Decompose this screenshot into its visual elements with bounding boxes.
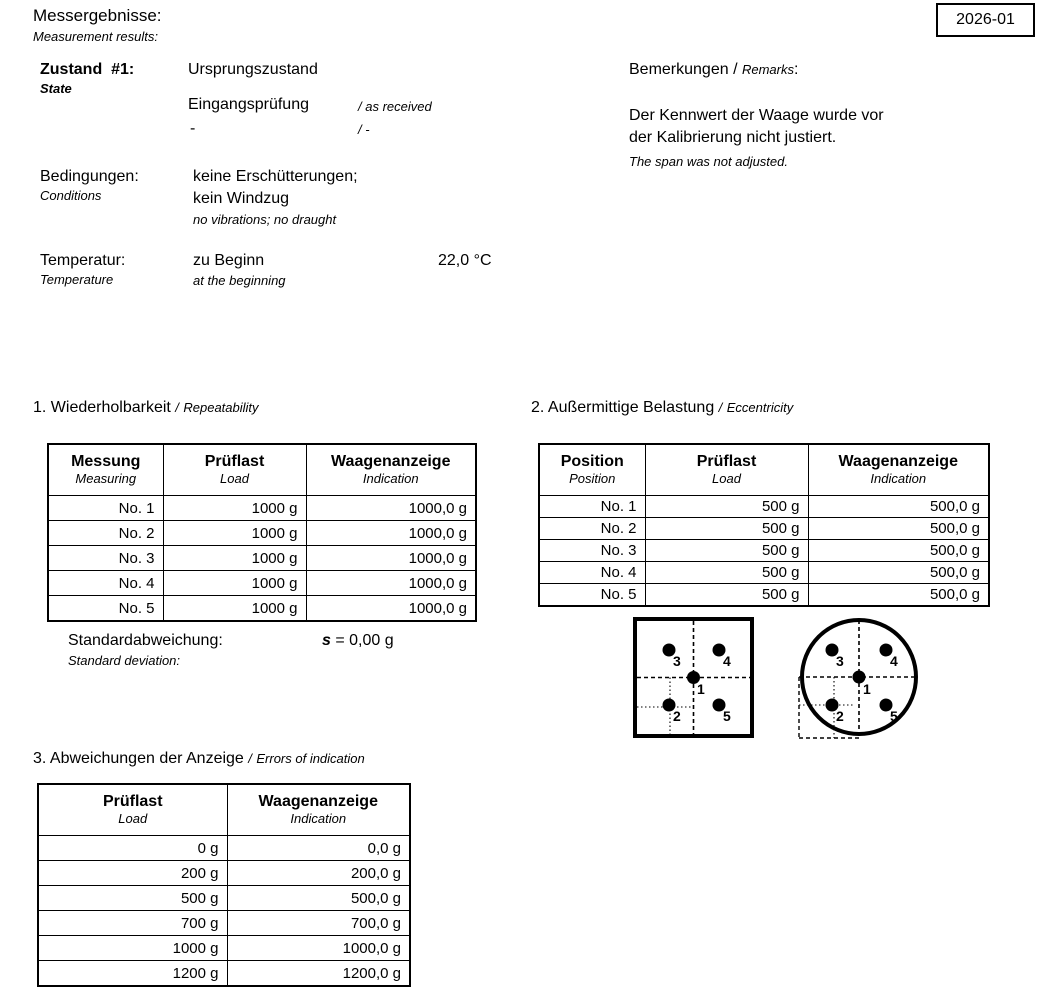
table-row (539, 562, 989, 584)
state-value-line3-de: - (190, 120, 196, 137)
table-header-row (38, 784, 410, 836)
column-header-waagenanzeige: Waagenanzeige Indication (808, 444, 989, 496)
table-cell: 0,0 g (227, 836, 410, 861)
table-cell: 500 g (645, 562, 808, 584)
remarks-label-de: Bemerkungen / (629, 61, 742, 78)
conditions-label-de: Bedingungen: (40, 168, 139, 185)
column-header-waagenanzeige: Waagenanzeige Indication (306, 444, 476, 496)
table-cell: 200 g (38, 861, 227, 886)
table-cell: 700,0 g (227, 911, 410, 936)
state-value-line2-en: / as received (358, 99, 432, 114)
state-value-line1: Ursprungszustand (188, 61, 318, 78)
report-number: 2026-01 (956, 11, 1015, 28)
table-cell: No. 5 (48, 596, 163, 622)
position-label-3: 3 (673, 653, 681, 669)
table-row (38, 961, 410, 987)
temperature-value: 22,0 °C (438, 252, 492, 269)
section3-separator: / (248, 751, 252, 766)
conditions-value-line1: keine Erschütterungen; (193, 168, 358, 185)
section1-title-en: Repeatability (183, 400, 259, 415)
remarks-line-en: The span was not adjusted. (629, 154, 788, 169)
temperature-label-en: Temperature (40, 272, 114, 287)
temperature-when-de: zu Beginn (193, 252, 265, 269)
table-row (539, 540, 989, 562)
table-row (48, 596, 476, 622)
state-label-en: State (40, 81, 72, 96)
table-cell: No. 5 (539, 584, 645, 607)
page-title-en: Measurement results: (33, 29, 158, 44)
table-cell: 500 g (645, 518, 808, 540)
position-label-4: 4 (890, 653, 898, 669)
table-cell: 1000 g (163, 546, 306, 571)
table-row (38, 936, 410, 961)
state-value-line3-en: / - (358, 122, 370, 137)
std-deviation-value (322, 631, 394, 650)
std-deviation-label-en: Standard deviation: (68, 653, 181, 668)
column-header-position: Position Position (539, 444, 645, 496)
table-cell: No. 3 (48, 546, 163, 571)
table-row (38, 911, 410, 936)
eccentricity-square-diagram (633, 617, 754, 738)
section2-separator: / (718, 400, 723, 415)
repeatability-table (47, 443, 477, 622)
table-row (48, 546, 476, 571)
table-row (48, 521, 476, 546)
column-header-messung: Messung Measuring (48, 444, 163, 496)
remarks-line2: der Kalibrierung nicht justiert. (629, 129, 837, 146)
section3-heading (33, 750, 365, 768)
table-cell: 700 g (38, 911, 227, 936)
section1-heading (33, 399, 259, 417)
table-header-row (48, 444, 476, 496)
table-cell: No. 3 (539, 540, 645, 562)
table-row (539, 584, 989, 607)
column-header-prueflast: Prüflast Load (163, 444, 306, 496)
table-cell: 1000 g (163, 571, 306, 596)
std-symbol: s (322, 632, 331, 649)
report-number-box (936, 3, 1035, 37)
table-cell: 1000 g (163, 496, 306, 521)
table-cell: 500 g (645, 584, 808, 607)
table-cell: 500,0 g (808, 562, 989, 584)
page-title-de: Messergebnisse: (33, 6, 162, 25)
table-cell: 500 g (645, 540, 808, 562)
table-row (48, 496, 476, 521)
table-cell: 1000,0 g (306, 596, 476, 622)
remarks-label-en: Remarks (741, 62, 794, 77)
table-row (38, 836, 410, 861)
table-cell: 1000,0 g (306, 521, 476, 546)
position-label-3: 3 (836, 653, 844, 669)
table-cell: 1000 g (163, 521, 306, 546)
table-row (38, 886, 410, 911)
std-deviation-label-de: Standardabweichung: (68, 632, 223, 649)
table-cell: 500,0 g (227, 886, 410, 911)
table-cell: 1000 g (163, 596, 306, 622)
table-cell: 500,0 g (808, 540, 989, 562)
conditions-label-en: Conditions (40, 188, 102, 203)
temperature-when-en: at the beginning (193, 273, 286, 288)
position-label-1: 1 (697, 681, 705, 697)
section2-title-en: Eccentricity (726, 400, 794, 415)
table-cell: No. 2 (48, 521, 163, 546)
std-value: = 0,00 g (330, 632, 394, 649)
section3-title-de: 3. Abweichungen der Anzeige (33, 750, 249, 767)
table-row (48, 571, 476, 596)
table-cell: No. 1 (539, 496, 645, 518)
remarks-line1: Der Kennwert der Waage wurde vor (629, 107, 884, 124)
section2-heading (531, 399, 793, 417)
column-header-prueflast: Prüflast Load (38, 784, 227, 836)
temperature-label-de: Temperatur: (40, 252, 126, 269)
table-cell: 500,0 g (808, 518, 989, 540)
column-header-prueflast: Prüflast Load (645, 444, 808, 496)
table-cell: 500,0 g (808, 584, 989, 607)
table-cell: 0 g (38, 836, 227, 861)
eccentricity-table (538, 443, 990, 607)
table-cell: 500 g (645, 496, 808, 518)
table-header-row (539, 444, 989, 496)
table-cell: 500,0 g (808, 496, 989, 518)
table-cell: No. 4 (539, 562, 645, 584)
table-cell: 1000 g (38, 936, 227, 961)
table-cell: 1000,0 g (306, 496, 476, 521)
table-row (38, 861, 410, 886)
remarks-label (629, 60, 798, 79)
table-cell: 1000,0 g (306, 546, 476, 571)
section1-title-de: 1. Wiederholbarkeit (33, 399, 171, 416)
table-cell: No. 1 (48, 496, 163, 521)
position-label-4: 4 (723, 653, 731, 669)
table-cell: No. 4 (48, 571, 163, 596)
table-row (539, 518, 989, 540)
state-value-line2-de: Eingangsprüfung (188, 96, 309, 113)
table-cell: 1200 g (38, 961, 227, 987)
remarks-label-colon: : (793, 61, 799, 78)
state-label-de: Zustand #1: (40, 61, 135, 78)
table-cell: 200,0 g (227, 861, 410, 886)
table-cell: No. 2 (539, 518, 645, 540)
position-label-2: 2 (836, 708, 844, 724)
section3-title-en: Errors of indication (256, 751, 365, 766)
column-header-waagenanzeige: Waagenanzeige Indication (227, 784, 410, 836)
position-label-2: 2 (673, 708, 681, 724)
eccentricity-circle-diagram (795, 612, 927, 744)
section1-separator: / (175, 400, 179, 415)
position-label-5: 5 (723, 708, 731, 724)
table-row (539, 496, 989, 518)
table-cell: 1000,0 g (227, 936, 410, 961)
conditions-value-en: no vibrations; no draught (193, 212, 337, 227)
table-cell: 1000,0 g (306, 571, 476, 596)
errors-of-indication-table (37, 783, 411, 987)
position-label-5: 5 (890, 708, 898, 724)
position-label-1: 1 (863, 681, 871, 697)
section2-title-de: 2. Außermittige Belastung (531, 399, 715, 416)
table-cell: 1200,0 g (227, 961, 410, 987)
table-cell: 500 g (38, 886, 227, 911)
conditions-value-line2: kein Windzug (193, 190, 290, 207)
